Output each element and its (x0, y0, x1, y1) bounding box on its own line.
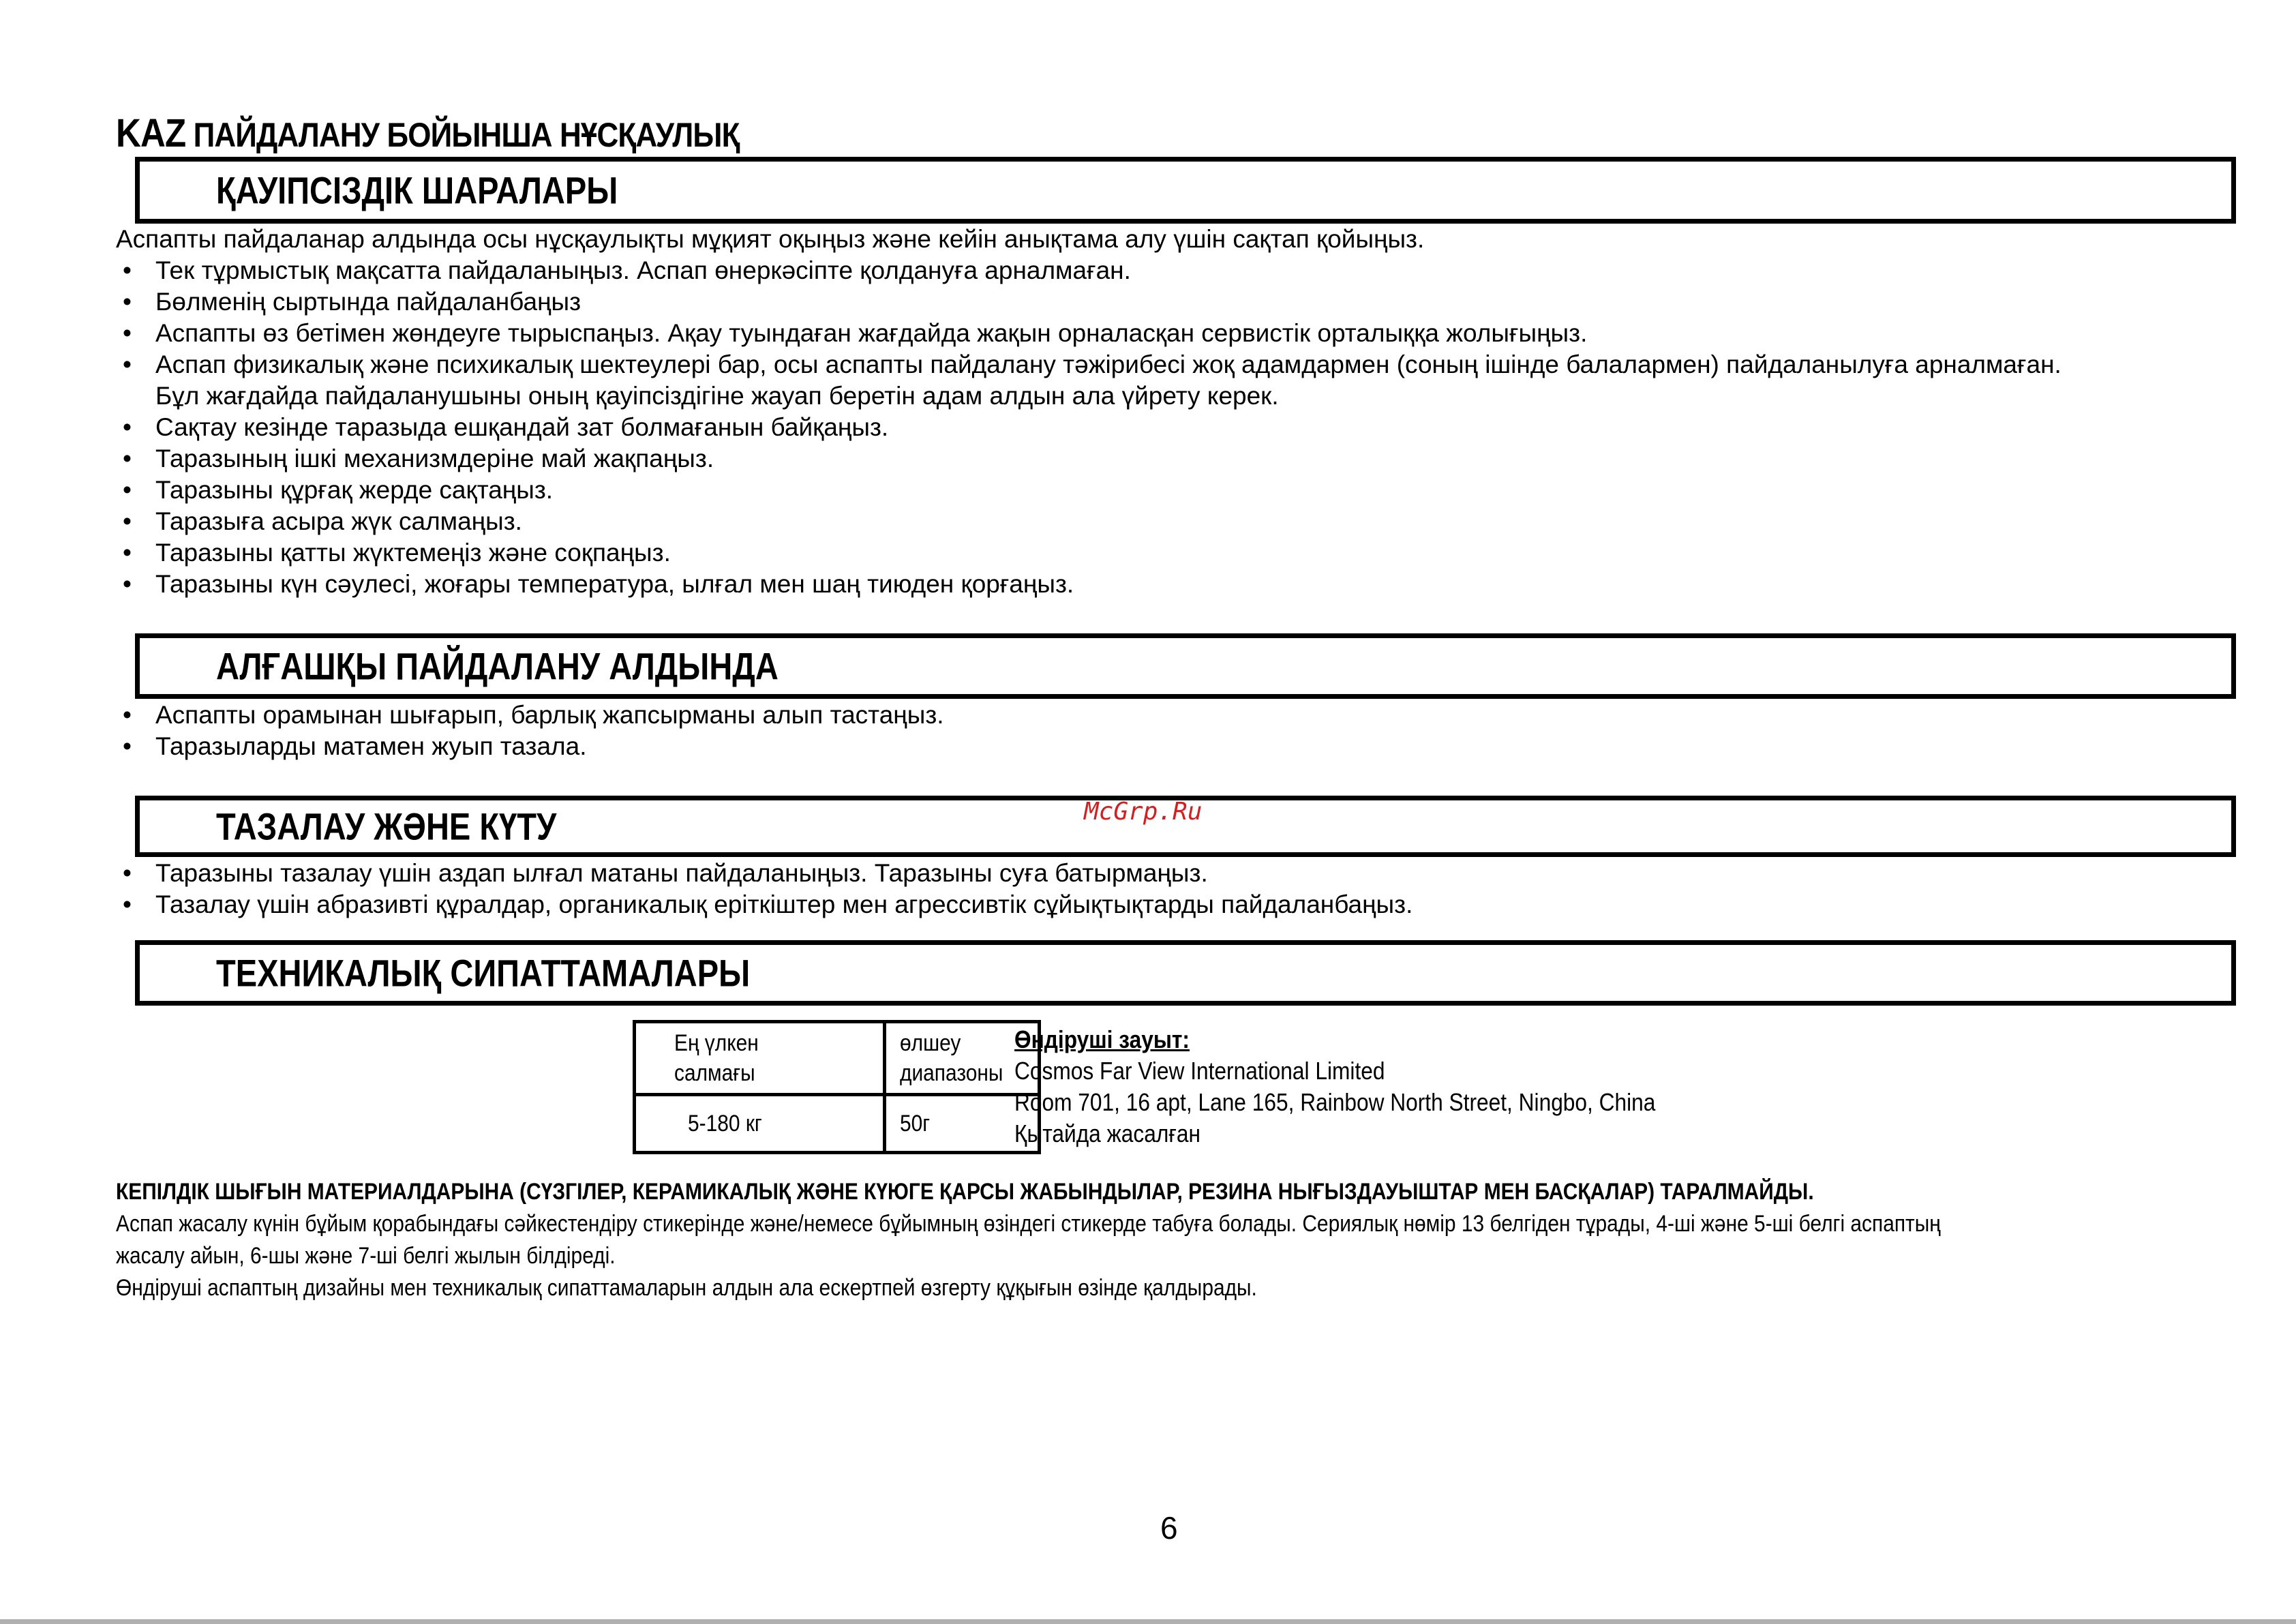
bullet: • (123, 859, 132, 887)
document-title-text: ПАЙДАЛАНУ БОЙЫНША НҰСҚАУЛЫҚ (193, 116, 740, 154)
list-item: Таразыны қатты жүктемеңіз және соқпаңыз. (155, 539, 671, 567)
manufacturer-heading: Өндіруші зауыт: (1014, 1025, 1190, 1053)
list-item: Тек тұрмыстық мақсатта пайдаланыңыз. Аспап өнеркәсіпте қолдануға арналмаған. (155, 256, 1131, 284)
warranty-exclusion: КЕПІЛДІК ШЫҒЫН МАТЕРИАЛДАРЫНА (СҮЗГІЛЕР, КЕРАМИКАЛЫҚ ЖӘНЕ КҮЮГЕ ҚАРСЫ ЖАБЫНДЫЛАР, РЕЗИНА НЫҒЫЗДАУЫШТАР МЕН БАСҚАЛАР) ТАРАЛМАЙДЫ. (116, 1179, 1814, 1205)
warranty-line-2: жасалу айын, 6-шы және 7-ші белгі жылын білдіреді. (116, 1243, 616, 1269)
bullet: • (123, 732, 132, 760)
safety-intro: Аспапты пайдаланар алдында осы нұсқаулықты мұқият оқыңыз және кейін анықтама алу үшін сақтап қойыңыз. (116, 225, 1425, 253)
list-item: Таразыны құрғақ жерде сақтаңыз. (155, 476, 554, 504)
country-of-origin: Қытайда жасалған (1014, 1119, 1201, 1147)
specs-section-header (135, 940, 2236, 1006)
list-item: Таразының ішкі механизмдеріне май жақпаңыз. (155, 445, 714, 472)
first-use-heading: АЛҒАШҚЫ ПАЙДАЛАНУ АЛДЫНДА (216, 644, 779, 688)
bullet: • (123, 445, 132, 472)
list-item: Бөлменің сыртында пайдаланбаңыз (155, 288, 581, 316)
max-weight-value: 5-180 кг (688, 1111, 762, 1137)
list-item: Аспап физикалық және психикалық шектеулері бар, осы аспапты пайдалану тәжірибесі жоқ адамдармен (соның ішінде балалармен) пайдаланылуға арналмаған. (155, 350, 2061, 378)
list-item: Аспапты орамынан шығарып, барлық жапсырманы алып тастаңыз. (155, 701, 944, 729)
specs-heading: ТЕХНИКАЛЫҚ СИПАТТАМАЛАРЫ (216, 951, 751, 995)
bullet: • (123, 507, 132, 535)
bullet: • (123, 319, 132, 347)
warranty-line-1: Аспап жасалу күнін бұйым қорабындағы сәйкестендіру стикерінде және/немесе бұйымның өзіндегі стикерде табуға болады. Сериялық нөмір 13 белгіден тұрады, 4-ші және 5-ші белгі аспаптың (116, 1211, 1941, 1237)
range-label-line2: диапазоны (900, 1060, 1003, 1086)
specs-table (633, 1020, 1041, 1154)
first-use-section-header (135, 633, 2236, 699)
bullet: • (123, 350, 132, 378)
bullet: • (123, 256, 132, 284)
table-row (635, 1095, 1040, 1153)
warranty-notes (116, 1176, 2229, 1304)
document-title (116, 110, 740, 156)
table-row (635, 1022, 1040, 1095)
manufacturer-info (1014, 1024, 1743, 1149)
list-item: Таразыларды матамен жуып тазала. (155, 732, 587, 760)
list-item: Сақтау кезінде таразыда ешқандай зат болмағанын байқаңыз. (155, 413, 889, 441)
table-header-cell (635, 1022, 885, 1095)
language-code: KAZ (116, 111, 186, 155)
range-label-line1: өлшеу (900, 1030, 961, 1056)
bottom-rule (0, 1619, 2296, 1624)
bullet: • (123, 539, 132, 567)
list-item: Тазалау үшін абразивті құралдар, органикалық еріткіштер мен агрессивтік сұйықтықтарды пайдаланбаңыз. (155, 890, 1413, 918)
list-item: Аспапты өз бетімен жөндеуге тырыспаңыз. Ақау туындаған жағдайда жақын орналасқан сервистік орталыққа жолығыңыз. (155, 319, 1588, 347)
bullet: • (123, 476, 132, 504)
bullet: • (123, 890, 132, 918)
watermark: McGrp.Ru (1084, 798, 1203, 826)
bullet: • (123, 288, 132, 316)
warranty-line-3: Өндіруші аспаптың дизайны мен техникалық сипаттамаларын алдын ала ескертпей өзгерту құқығын өзінде қалдырады. (116, 1275, 1257, 1301)
max-weight-label-line2: салмағы (674, 1060, 755, 1086)
list-item: Таразыны тазалау үшін аздап ылғал матаны пайдаланыңыз. Таразыны суға батырмаңыз. (155, 859, 1208, 887)
cleaning-heading: ТАЗАЛАУ ЖӘНЕ КҮТУ (216, 805, 557, 848)
table-cell (635, 1095, 885, 1153)
bullet: • (123, 413, 132, 441)
page-number: 6 (1160, 1510, 1178, 1546)
manufacturer-name: Cosmos Far View International Limited (1014, 1057, 1385, 1085)
max-weight-label-line1: Ең үлкен (674, 1030, 759, 1056)
range-value: 50г (900, 1111, 931, 1137)
safety-heading: ҚАУІПСІЗДІК ШАРАЛАРЫ (216, 168, 618, 212)
list-item: Таразыға асыра жүк салмаңыз. (155, 507, 522, 535)
list-item-continuation: Бұл жағдайда пайдаланушыны оның қауіпсіздігіне жауап беретін адам алдын ала үйрету керек. (155, 382, 1279, 410)
manufacturer-address: Room 701, 16 apt, Lane 165, Rainbow North Street, Ningbo, China (1014, 1088, 1656, 1116)
list-item: Таразыны күн сәулесі, жоғары температура, ылғал мен шаң тиюден қорғаңыз. (155, 570, 1074, 598)
safety-section-header (135, 157, 2236, 224)
bullet: • (123, 570, 132, 598)
bullet: • (123, 701, 132, 729)
